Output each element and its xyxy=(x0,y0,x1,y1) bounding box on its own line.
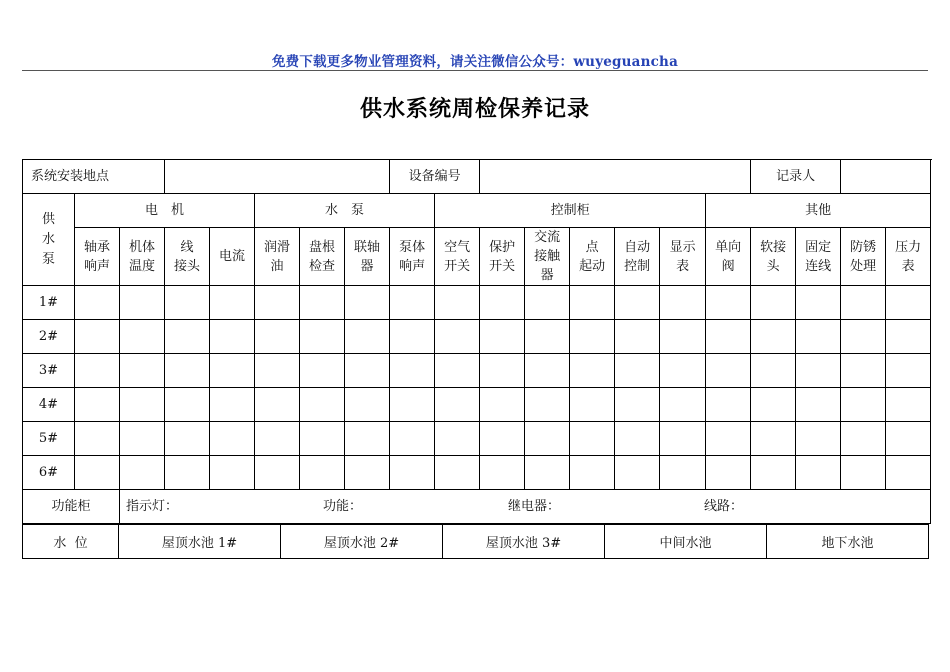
column-header-line: 连线 xyxy=(805,258,832,274)
pump-label: 1# xyxy=(23,286,75,320)
pump-row xyxy=(23,422,931,456)
check-cell[interactable] xyxy=(300,456,345,490)
info-row xyxy=(23,160,931,194)
column-header-line: 泵体 xyxy=(399,239,426,255)
check-cell[interactable] xyxy=(300,320,345,354)
check-cell[interactable] xyxy=(570,320,615,354)
column-header-line: 机体 xyxy=(129,239,156,255)
check-cell[interactable] xyxy=(660,320,706,354)
pump-header-char: 泵 xyxy=(41,251,55,267)
check-cell[interactable] xyxy=(480,388,525,422)
column-header xyxy=(841,228,886,286)
check-cell[interactable] xyxy=(435,354,480,388)
check-cell[interactable] xyxy=(345,286,390,320)
check-cell[interactable] xyxy=(796,456,841,490)
column-header xyxy=(75,228,120,286)
tank-middle: 中间水池 xyxy=(605,525,767,559)
column-header xyxy=(255,228,300,286)
check-cell[interactable] xyxy=(300,354,345,388)
location-label: 系统安装地点 xyxy=(23,160,165,194)
check-cell[interactable] xyxy=(390,422,435,456)
wiring-label: 线路： xyxy=(704,499,744,514)
column-header xyxy=(570,228,615,286)
column-header xyxy=(210,228,255,286)
check-cell[interactable] xyxy=(435,286,480,320)
column-header-line: 温度 xyxy=(129,258,156,274)
check-cell[interactable] xyxy=(165,456,210,490)
check-cell[interactable] xyxy=(525,286,570,320)
pump-row xyxy=(23,388,931,422)
check-cell[interactable] xyxy=(75,286,120,320)
group-cabinet: 控制柜 xyxy=(435,194,706,228)
pump-label: 2# xyxy=(23,320,75,354)
column-header xyxy=(706,228,751,286)
check-cell[interactable] xyxy=(660,456,706,490)
check-cell[interactable] xyxy=(165,388,210,422)
column-header-line: 油 xyxy=(270,258,284,274)
group-pump: 水 泵 xyxy=(255,194,435,228)
check-cell[interactable] xyxy=(480,286,525,320)
check-cell[interactable] xyxy=(751,422,796,456)
page-title: 供水系统周检保养记录 xyxy=(359,96,590,122)
column-header-line: 控制 xyxy=(624,258,651,274)
check-cell[interactable] xyxy=(165,354,210,388)
check-cell[interactable] xyxy=(165,286,210,320)
column-header xyxy=(796,228,841,286)
check-cell[interactable] xyxy=(345,456,390,490)
check-cell[interactable] xyxy=(706,456,751,490)
check-cell[interactable] xyxy=(886,320,931,354)
check-cell[interactable] xyxy=(345,320,390,354)
column-header xyxy=(660,228,706,286)
check-cell[interactable] xyxy=(525,388,570,422)
check-cell[interactable] xyxy=(480,456,525,490)
check-cell[interactable] xyxy=(615,354,660,388)
check-cell[interactable] xyxy=(615,320,660,354)
check-cell[interactable] xyxy=(796,388,841,422)
column-header-line: 响声 xyxy=(399,258,426,274)
check-cell[interactable] xyxy=(525,456,570,490)
column-header-line: 器 xyxy=(540,268,554,283)
column-header-line: 交流 xyxy=(534,230,561,245)
check-cell[interactable] xyxy=(345,354,390,388)
device-no-label: 设备编号 xyxy=(390,160,480,194)
check-cell[interactable] xyxy=(570,422,615,456)
check-cell[interactable] xyxy=(751,388,796,422)
check-cell[interactable] xyxy=(120,456,165,490)
column-header xyxy=(615,228,660,286)
column-header-line: 头 xyxy=(766,258,780,274)
check-cell[interactable] xyxy=(706,354,751,388)
tank-underground: 地下水池 xyxy=(767,525,929,559)
pump-label: 3# xyxy=(23,354,75,388)
column-header xyxy=(480,228,525,286)
column-header-line: 软接 xyxy=(760,239,787,255)
pump-header-char: 水 xyxy=(41,231,55,247)
pump-label: 6# xyxy=(23,456,75,490)
group-header-row xyxy=(23,194,931,228)
column-header xyxy=(300,228,345,286)
column-header-line: 接头 xyxy=(174,258,201,274)
check-cell[interactable] xyxy=(255,286,300,320)
check-cell[interactable] xyxy=(841,320,886,354)
pump-row xyxy=(23,456,931,490)
column-header-line: 器 xyxy=(360,258,374,274)
check-cell[interactable] xyxy=(796,320,841,354)
check-cell[interactable] xyxy=(300,286,345,320)
function-cabinet-row xyxy=(23,490,931,524)
check-cell[interactable] xyxy=(480,320,525,354)
column-header xyxy=(165,228,210,286)
check-cell[interactable] xyxy=(796,354,841,388)
column-header-line: 表 xyxy=(901,258,915,274)
function-label: 功能： xyxy=(323,499,363,514)
download-banner: 免费下载更多物业管理资料，请关注微信公众号：wuyeguancha xyxy=(271,54,679,70)
check-cell[interactable] xyxy=(300,388,345,422)
check-cell[interactable] xyxy=(255,354,300,388)
check-cell[interactable] xyxy=(570,354,615,388)
column-header-line: 联轴 xyxy=(354,239,381,255)
pump-row xyxy=(23,286,931,320)
check-cell[interactable] xyxy=(660,388,706,422)
check-cell[interactable] xyxy=(841,388,886,422)
column-header-line: 轴承 xyxy=(83,239,110,255)
pump-row xyxy=(23,320,931,354)
check-cell[interactable] xyxy=(886,286,931,320)
check-cell[interactable] xyxy=(706,286,751,320)
check-cell[interactable] xyxy=(886,388,931,422)
column-header-line: 单向 xyxy=(715,239,742,255)
pump-label: 5# xyxy=(23,422,75,456)
header-rule xyxy=(22,70,928,71)
check-cell[interactable] xyxy=(165,422,210,456)
check-cell[interactable] xyxy=(210,354,255,388)
column-header-line: 电流 xyxy=(219,249,246,264)
column-header-line: 自动 xyxy=(624,239,651,255)
column-header-line: 固定 xyxy=(805,239,832,255)
column-header-row xyxy=(23,228,931,286)
column-header-line: 压力 xyxy=(895,239,922,255)
recorder-field[interactable] xyxy=(841,160,931,194)
column-header-line: 空气 xyxy=(444,239,471,255)
pump-label: 4# xyxy=(23,388,75,422)
check-cell[interactable] xyxy=(886,456,931,490)
column-header xyxy=(345,228,390,286)
check-cell[interactable] xyxy=(300,422,345,456)
column-header-line: 接触 xyxy=(534,249,561,264)
column-header-line: 盘根 xyxy=(309,239,336,255)
relay-label: 继电器： xyxy=(508,499,561,514)
column-header xyxy=(525,228,570,286)
check-cell[interactable] xyxy=(345,388,390,422)
pump-rows xyxy=(23,286,931,490)
water-level-table xyxy=(22,524,929,559)
check-cell[interactable] xyxy=(796,286,841,320)
check-cell[interactable] xyxy=(525,422,570,456)
check-cell[interactable] xyxy=(255,422,300,456)
group-other: 其他 xyxy=(706,194,931,228)
check-cell[interactable] xyxy=(165,320,210,354)
pump-column-header xyxy=(23,194,75,286)
check-cell[interactable] xyxy=(435,388,480,422)
water-level-label: 水 位 xyxy=(23,525,119,559)
tank-roof-2: 屋顶水池 2# xyxy=(281,525,443,559)
check-cell[interactable] xyxy=(390,354,435,388)
check-cell[interactable] xyxy=(480,354,525,388)
check-cell[interactable] xyxy=(570,388,615,422)
column-header-line: 润滑 xyxy=(264,239,291,255)
device-no-field[interactable] xyxy=(480,160,751,194)
column-header-line: 保护 xyxy=(489,239,516,255)
check-cell[interactable] xyxy=(751,320,796,354)
tank-roof-1: 屋顶水池 1# xyxy=(119,525,281,559)
check-cell[interactable] xyxy=(75,456,120,490)
check-cell[interactable] xyxy=(525,354,570,388)
check-cell[interactable] xyxy=(660,354,706,388)
check-cell[interactable] xyxy=(886,422,931,456)
check-cell[interactable] xyxy=(210,388,255,422)
check-cell[interactable] xyxy=(841,354,886,388)
function-cabinet-label: 功能柜 xyxy=(23,490,120,524)
check-cell[interactable] xyxy=(390,286,435,320)
column-header xyxy=(886,228,931,286)
check-cell[interactable] xyxy=(390,388,435,422)
column-header-line: 开关 xyxy=(444,258,471,274)
check-cell[interactable] xyxy=(660,422,706,456)
pump-header-char: 供 xyxy=(41,211,55,227)
check-cell[interactable] xyxy=(120,388,165,422)
check-cell[interactable] xyxy=(570,456,615,490)
check-cell[interactable] xyxy=(210,286,255,320)
check-cell[interactable] xyxy=(255,320,300,354)
check-cell[interactable] xyxy=(255,456,300,490)
function-cabinet-fields xyxy=(120,490,931,524)
column-header-line: 响声 xyxy=(83,258,110,274)
column-header xyxy=(435,228,480,286)
column-header-line: 处理 xyxy=(850,258,877,274)
column-header-line: 点 xyxy=(585,239,599,255)
check-cell[interactable] xyxy=(210,422,255,456)
check-cell[interactable] xyxy=(615,456,660,490)
recorder-label: 记录人 xyxy=(751,160,841,194)
column-header-line: 检查 xyxy=(309,258,336,274)
check-cell[interactable] xyxy=(706,388,751,422)
check-cell[interactable] xyxy=(120,286,165,320)
check-cell[interactable] xyxy=(615,422,660,456)
check-cell[interactable] xyxy=(435,422,480,456)
check-cell[interactable] xyxy=(796,422,841,456)
check-cell[interactable] xyxy=(75,422,120,456)
column-header-line: 线 xyxy=(180,239,194,255)
column-header-line: 开关 xyxy=(489,258,516,274)
check-cell[interactable] xyxy=(255,388,300,422)
check-cell[interactable] xyxy=(120,320,165,354)
check-cell[interactable] xyxy=(886,354,931,388)
maintenance-table xyxy=(22,159,931,524)
check-cell[interactable] xyxy=(480,422,525,456)
check-cell[interactable] xyxy=(390,456,435,490)
column-header xyxy=(120,228,165,286)
check-cell[interactable] xyxy=(660,286,706,320)
tank-roof-3: 屋顶水池 3# xyxy=(443,525,605,559)
check-cell[interactable] xyxy=(120,354,165,388)
location-field[interactable] xyxy=(165,160,390,194)
check-cell[interactable] xyxy=(751,354,796,388)
water-level-row xyxy=(23,525,929,559)
check-cell[interactable] xyxy=(841,422,886,456)
check-cell[interactable] xyxy=(706,422,751,456)
group-motor: 电 机 xyxy=(75,194,255,228)
check-cell[interactable] xyxy=(841,456,886,490)
column-header-line: 表 xyxy=(676,258,690,274)
check-cell[interactable] xyxy=(570,286,615,320)
column-header-line: 阀 xyxy=(721,258,735,274)
column-header xyxy=(751,228,796,286)
check-cell[interactable] xyxy=(120,422,165,456)
check-cell[interactable] xyxy=(841,286,886,320)
check-cell[interactable] xyxy=(210,320,255,354)
check-cell[interactable] xyxy=(75,320,120,354)
column-header-line: 起动 xyxy=(579,258,606,274)
check-cell[interactable] xyxy=(615,286,660,320)
column-header-line: 显示 xyxy=(669,239,696,255)
check-cell[interactable] xyxy=(525,320,570,354)
check-cell[interactable] xyxy=(345,422,390,456)
check-cell[interactable] xyxy=(390,320,435,354)
indicator-light-label: 指示灯： xyxy=(126,499,179,514)
column-header-line: 防锈 xyxy=(850,239,877,255)
column-header xyxy=(390,228,435,286)
check-cell[interactable] xyxy=(75,354,120,388)
check-cell[interactable] xyxy=(615,388,660,422)
check-cell[interactable] xyxy=(435,320,480,354)
check-cell[interactable] xyxy=(751,456,796,490)
check-cell[interactable] xyxy=(751,286,796,320)
check-cell[interactable] xyxy=(75,388,120,422)
check-cell[interactable] xyxy=(210,456,255,490)
pump-row xyxy=(23,354,931,388)
check-cell[interactable] xyxy=(706,320,751,354)
check-cell[interactable] xyxy=(435,456,480,490)
